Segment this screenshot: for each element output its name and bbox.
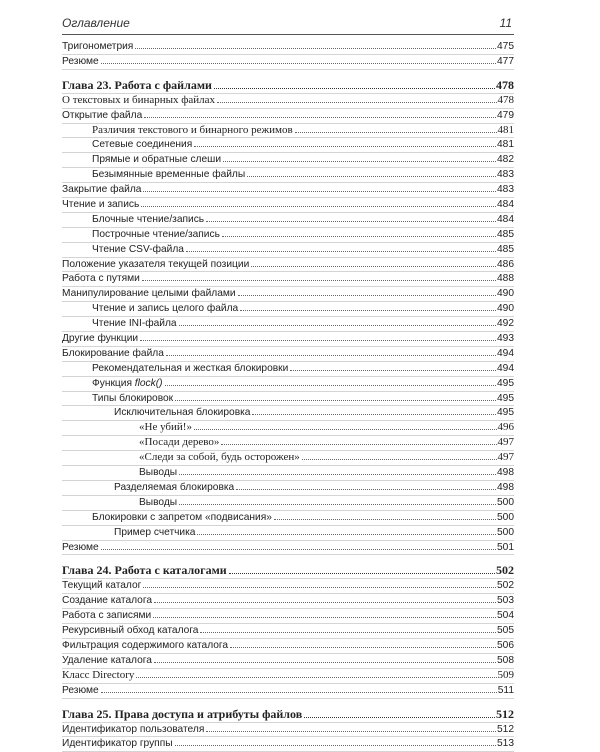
- header-title: Оглавление: [62, 16, 130, 30]
- toc-entry: Чтение CSV-файла 485: [62, 243, 514, 258]
- toc-entry: Манипулирование целыми файлами 490: [62, 287, 514, 302]
- toc-entry: Класс Directory 509: [62, 669, 514, 684]
- toc-chapter: Глава 25. Права доступа и атрибуты файлов 512: [62, 706, 514, 721]
- table-of-contents: [62, 40, 514, 752]
- toc-entry: Резюме 477: [62, 55, 514, 70]
- toc-entry: Типы блокировок 495: [62, 392, 514, 407]
- toc-entry: Тригонометрия 475: [62, 40, 514, 55]
- toc-entry: Выводы 500: [62, 496, 514, 511]
- toc-entry: О текстовых и бинарных файлах 478: [62, 94, 514, 109]
- toc-entry: Работа с путями 488: [62, 272, 514, 287]
- toc-entry: Рекурсивный обход каталога 505: [62, 624, 514, 639]
- toc-entry: Исключительная блокировка 495: [62, 406, 514, 421]
- header-page-number: 11: [499, 16, 512, 30]
- toc-entry: Открытие файла 479: [62, 109, 514, 124]
- toc-entry: Работа с записями 504: [62, 609, 514, 624]
- toc-entry: Закрытие файла 483: [62, 183, 514, 198]
- toc-entry: Создание каталога 503: [62, 594, 514, 609]
- toc-entry: Другие функции 493: [62, 332, 514, 347]
- toc-entry: «Не убий!» 496: [62, 421, 514, 436]
- toc-entry: Резюме 501: [62, 541, 514, 556]
- toc-entry: Чтение INI-файла 492: [62, 317, 514, 332]
- toc-entry: Положение указателя текущей позиции 486: [62, 258, 514, 273]
- toc-entry: Безымянные временные файлы 483: [62, 168, 514, 183]
- toc-entry: Чтение и запись целого файла 490: [62, 302, 514, 317]
- toc-entry: Блокирование файла 494: [62, 347, 514, 362]
- toc-entry: Функция flock() 495: [62, 377, 514, 392]
- toc-entry: Идентификатор пользователя 512: [62, 723, 514, 738]
- toc-entry: Текущий каталог 502: [62, 579, 514, 594]
- toc-entry: Фильтрация содержимого каталога 506: [62, 639, 514, 654]
- toc-entry: Разделяемая блокировка 498: [62, 481, 514, 496]
- toc-chapter: Глава 24. Работа с каталогами 502: [62, 563, 514, 578]
- toc-entry: Сетевые соединения 481: [62, 138, 514, 153]
- toc-entry: Идентификатор группы 513: [62, 737, 514, 752]
- toc-entry: Выводы 498: [62, 466, 514, 481]
- toc-entry: Блочные чтение/запись 484: [62, 213, 514, 228]
- toc-entry: Удаление каталога 508: [62, 654, 514, 669]
- running-header: [62, 14, 514, 35]
- toc-entry: Блокировки с запретом «подвисания» 500: [62, 511, 514, 526]
- toc-chapter: Глава 23. Работа с файлами 478: [62, 77, 514, 92]
- toc-entry: Построчные чтение/запись 485: [62, 228, 514, 243]
- toc-entry: Чтение и запись 484: [62, 198, 514, 213]
- toc-entry: «Следи за собой, будь осторожен» 497: [62, 451, 514, 466]
- toc-entry: Прямые и обратные слеши 482: [62, 153, 514, 168]
- toc-entry: «Посади дерево» 497: [62, 436, 514, 451]
- toc-entry: Резюме 511: [62, 684, 514, 699]
- toc-entry: Рекомендательная и жесткая блокировки 494: [62, 362, 514, 377]
- toc-entry: Пример счетчика 500: [62, 526, 514, 541]
- toc-entry: Различия текстового и бинарного режимов 481: [62, 124, 514, 139]
